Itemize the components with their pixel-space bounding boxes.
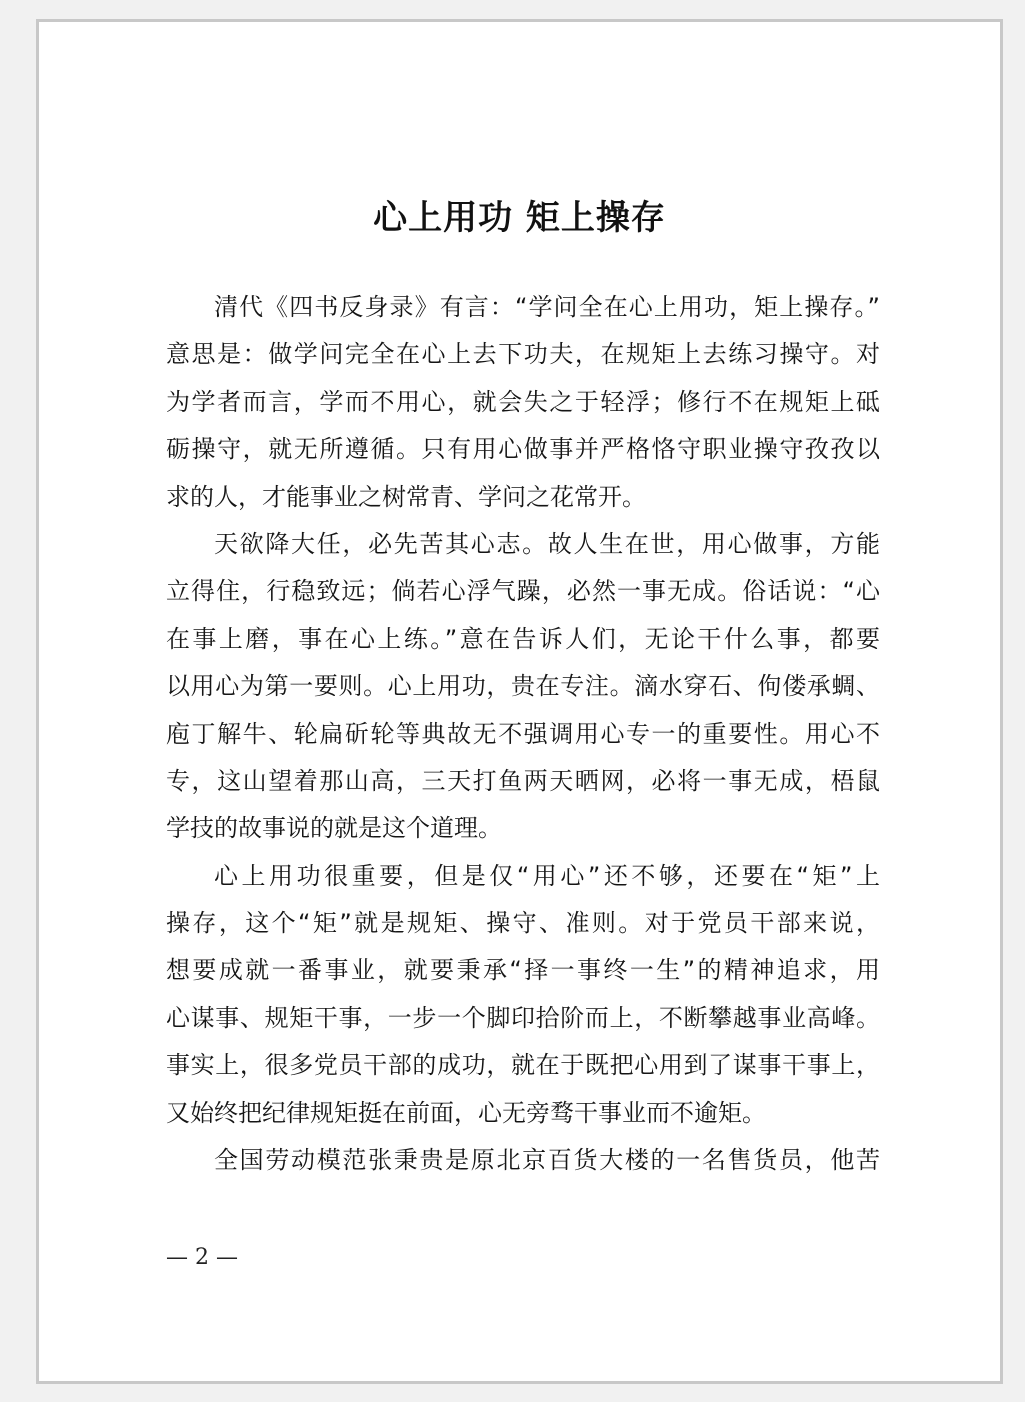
text-line: 操存，这个“矩”就是规矩、操守、准则。对于党员干部来说， [166, 909, 880, 938]
text-line: 学技的故事说的就是这个道理。 [166, 814, 502, 843]
article-body [166, 284, 880, 1184]
text-line: 心谋事、规矩干事，一步一个脚印拾阶而上，不断攀越事业高峰。 [166, 1003, 880, 1032]
paragraph [166, 284, 880, 521]
text-line: 清代《四书反身录》有言：“学问全在心上用功，矩上操存。” [214, 293, 880, 321]
paragraph [166, 521, 880, 853]
text-line: 事实上，很多党员干部的成功，就在于既把心用到了谋事干事上， [166, 1051, 880, 1080]
text-line: 天欲降大任，必先苦其心志。故人生在世，用心做事，方能 [214, 529, 880, 558]
text-line: 为学者而言，学而不用心，就会失之于轻浮；修行不在规矩上砥 [166, 387, 880, 416]
text-line: 意思是：做学问完全在心上去下功夫，在规矩上去练习操守。对 [166, 340, 880, 369]
text-line: 砺操守，就无所遵循。只有用心做事并严格恪守职业操守孜孜以 [166, 435, 880, 464]
text-line: 立得住，行稳致远；倘若心浮气躁，必然一事无成。俗话说：“心 [166, 577, 880, 606]
paragraph [166, 853, 880, 1137]
paragraph [166, 1137, 880, 1184]
text-line: 求的人，才能事业之树常青、学问之花常开。 [166, 482, 646, 511]
page-number: — 2 — [166, 1245, 238, 1270]
text-line: 专，这山望着那山高，三天打鱼两天晒网，必将一事无成，梧鼠 [166, 766, 880, 795]
text-line: 想要成就一番事业，就要秉承“择一事终一生”的精神追求，用 [166, 956, 880, 985]
text-line: 心上用功很重要，但是仅“用心”还不够，还要在“矩”上 [214, 861, 880, 890]
article-title: 心上用功 矩上操存 [373, 198, 666, 238]
document-page [36, 19, 1003, 1384]
text-line: 以用心为第一要则。心上用功，贵在专注。滴水穿石、佝偻承蜩、 [166, 672, 880, 701]
text-line: 庖丁解牛、轮扁斫轮等典故无不强调用心专一的重要性。用心不 [166, 719, 880, 748]
text-line: 在事上磨，事在心上练。”意在告诉人们，无论干什么事，都要 [166, 624, 880, 653]
text-line: 全国劳动模范张秉贵是原北京百货大楼的一名售货员，他苦 [214, 1146, 880, 1175]
text-line: 又始终把纪律规矩挺在前面，心无旁骛干事业而不逾矩。 [166, 1098, 766, 1127]
